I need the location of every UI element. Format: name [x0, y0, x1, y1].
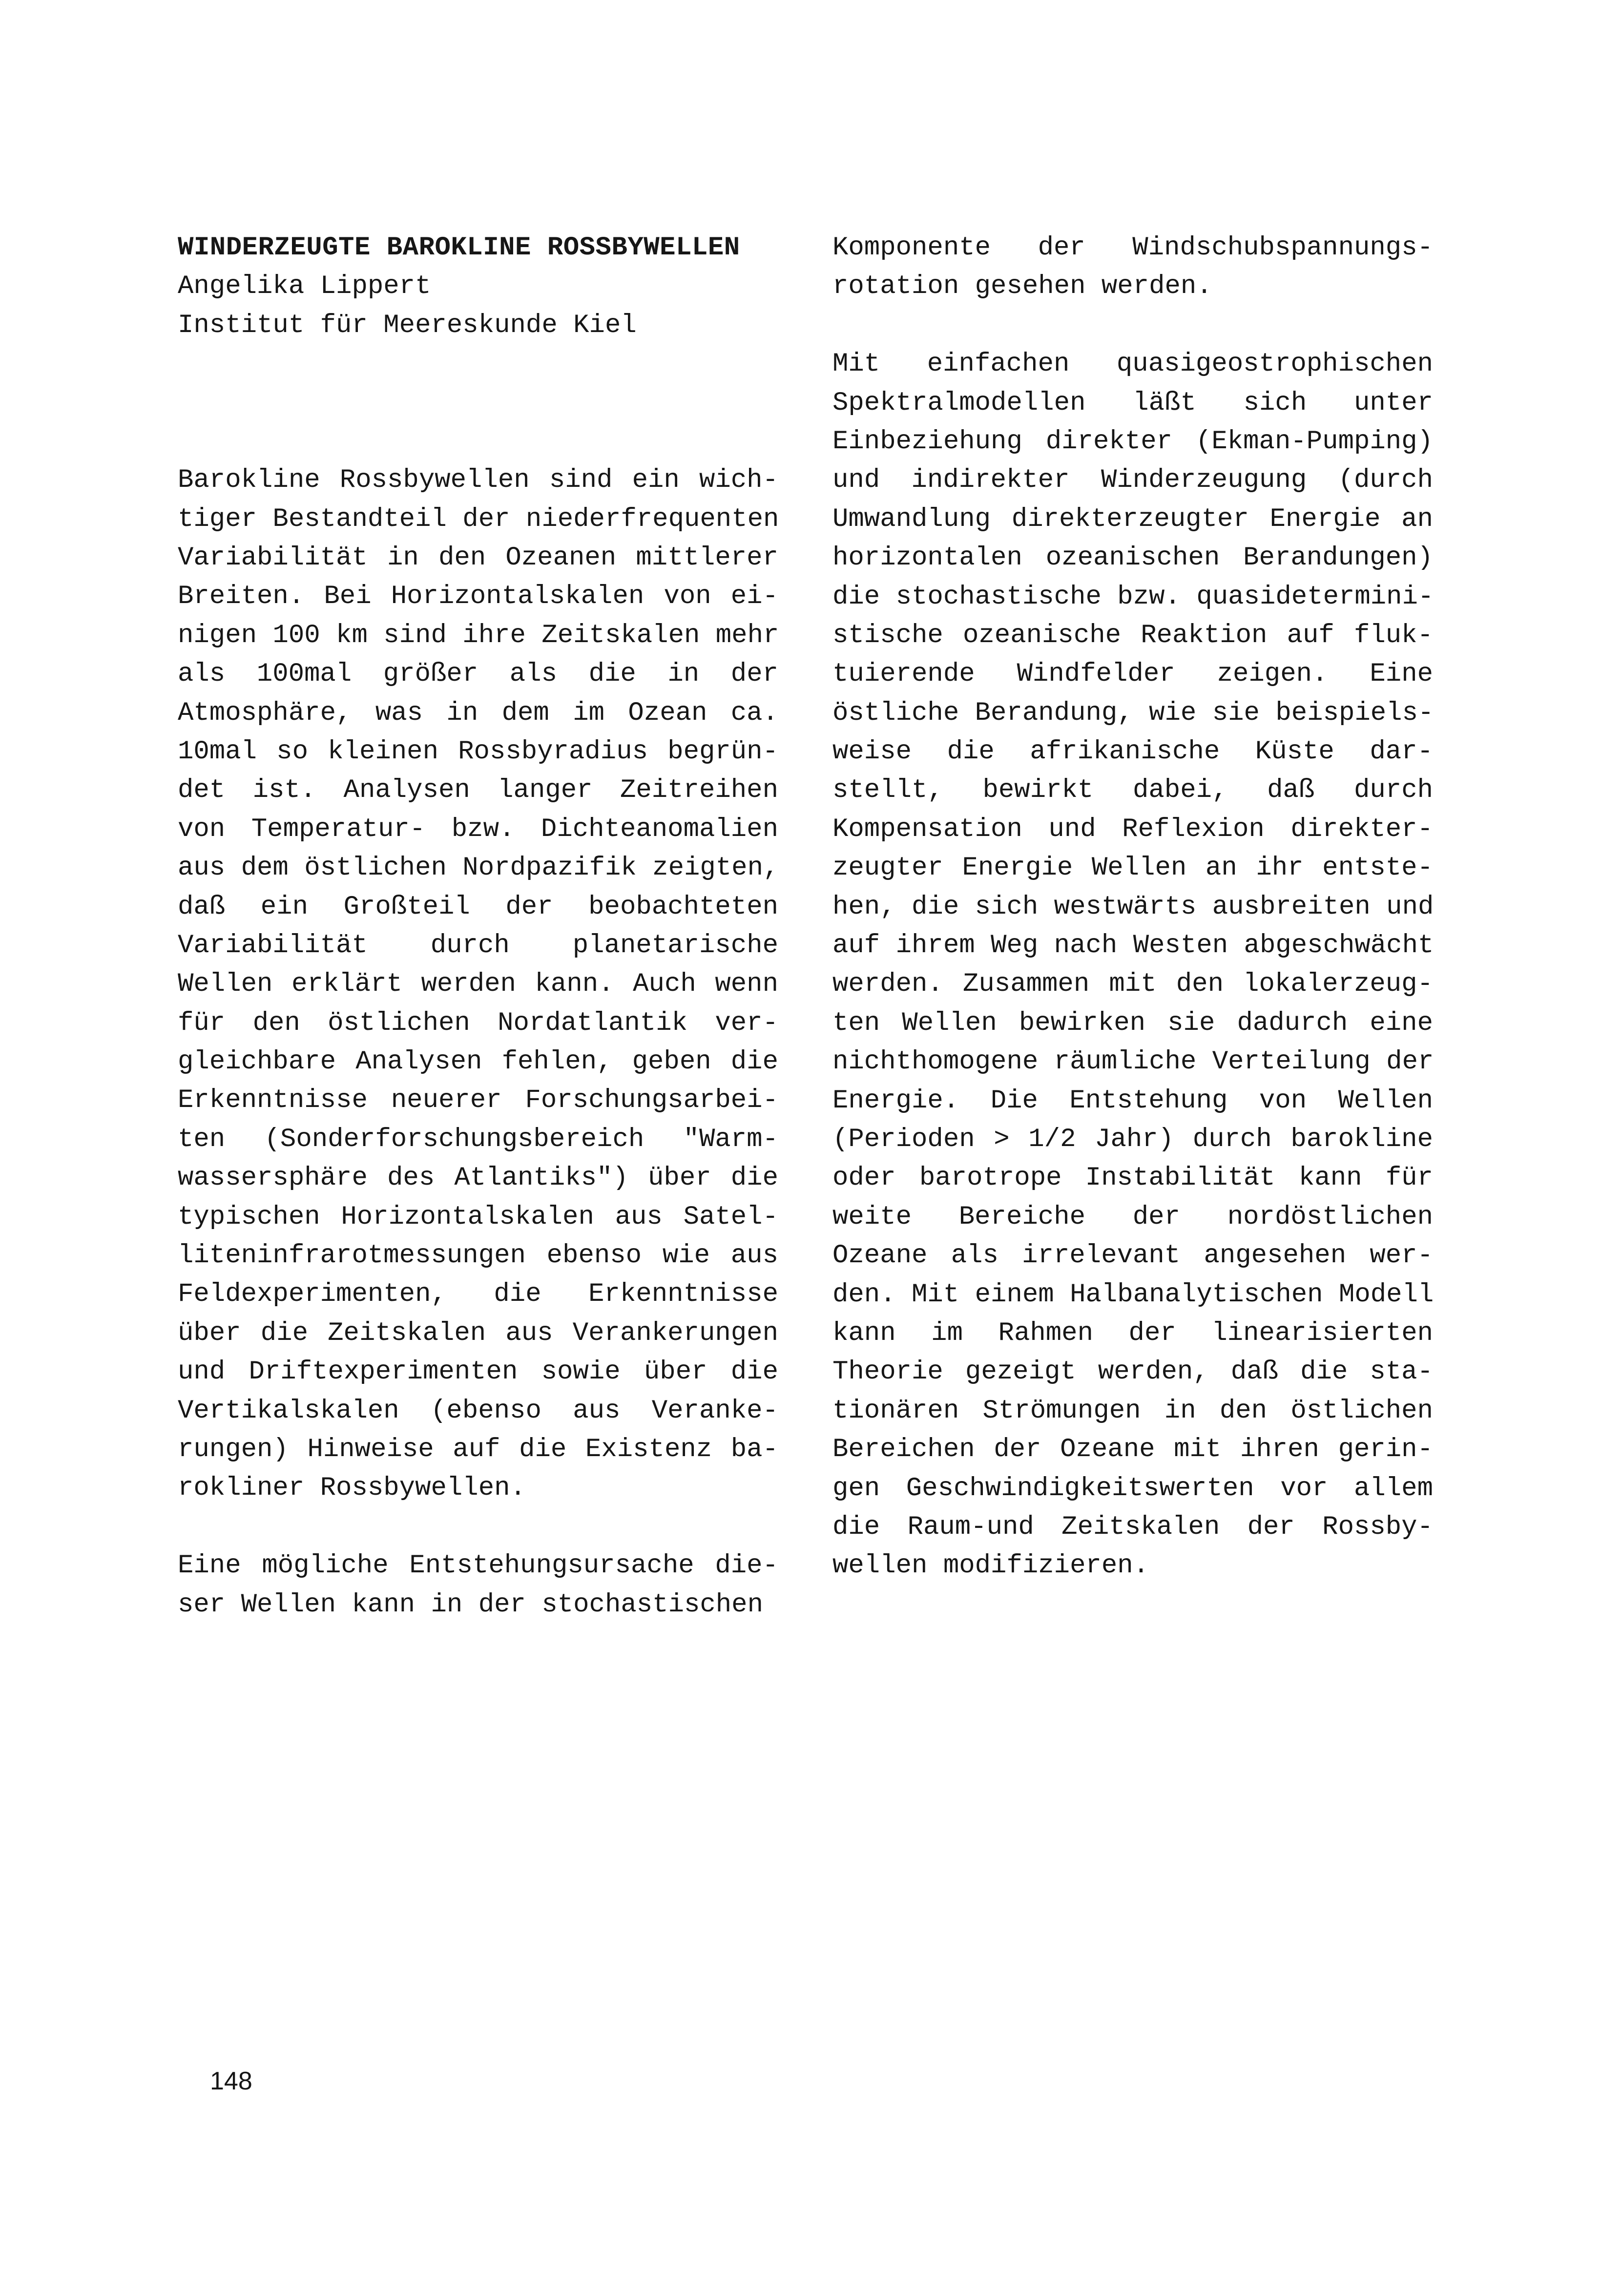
text-line: Komponente der Windschubspannungs-: [832, 233, 1433, 263]
text-line: wellen modifizieren.: [832, 1551, 1149, 1581]
text-line: Variabilität in den Ozeanen mittlerer: [178, 543, 778, 573]
text-line: rungen) Hinweise auf die Existenz ba-: [178, 1434, 778, 1464]
text-line: Kompensation und Reflexion direkter-: [832, 814, 1433, 844]
text-line: Feldexperimenten, die Erkenntnisse: [178, 1279, 778, 1310]
text-line: nigen 100 km sind ihre Zeitskalen mehr: [178, 620, 779, 650]
author-name: Angelika Lippert: [178, 271, 431, 302]
text-line: hen, die sich westwärts ausbreiten und: [832, 892, 1434, 922]
text-line: Theorie gezeigt werden, daß die sta-: [832, 1357, 1433, 1387]
text-line: kann im Rahmen der linearisierten: [832, 1318, 1433, 1348]
text-line: tionären Strömungen in den östlichen: [832, 1396, 1433, 1426]
text-line: von Temperatur- bzw. Dichteanomalien: [178, 814, 778, 844]
text-line: weite Bereiche der nordöstlichen: [832, 1202, 1433, 1232]
text-line: (Perioden > 1/2 Jahr) durch barokline: [832, 1124, 1433, 1154]
text-line: liteninfrarotmessungen ebenso wie aus: [178, 1241, 778, 1271]
text-line: Umwandlung direkterzeugter Energie an: [832, 504, 1433, 534]
text-line: rotation gesehen werden.: [832, 271, 1212, 302]
article-title: WINDERZEUGTE BAROKLINE ROSSBYWELLEN: [178, 233, 740, 263]
text-line: det ist. Analysen langer Zeitreihen: [178, 775, 778, 806]
text-line: Einbeziehung direkter (Ekman-Pumping): [832, 426, 1433, 457]
text-line: Mit einfachen quasigeostrophischen: [832, 349, 1433, 379]
text-line: gleichbare Analysen fehlen, geben die: [178, 1047, 778, 1077]
text-line: wassersphäre des Atlantiks") über die: [178, 1163, 778, 1193]
text-line: auf ihrem Weg nach Westen abgeschwächt: [832, 931, 1434, 961]
text-line: daß ein Großteil der beobachteten: [178, 892, 778, 922]
text-line: ten Wellen bewirken sie dadurch eine: [832, 1008, 1433, 1038]
text-line: nichthomogene räumliche Verteilung der: [832, 1047, 1434, 1077]
right-column: [832, 229, 1433, 1586]
text-line: Eine mögliche Entstehungsursache die-: [178, 1551, 778, 1581]
text-line: Erkenntnisse neuerer Forschungsarbei-: [178, 1085, 778, 1116]
left-column: [178, 229, 778, 1624]
text-line: Vertikalskalen (ebenso aus Veranke-: [178, 1396, 778, 1426]
text-line: Barokline Rossbywellen sind ein wich-: [178, 465, 778, 496]
left-paragraph-1: [178, 461, 778, 1508]
text-line: zeugter Energie Wellen an ihr entste-: [832, 853, 1433, 883]
text-line: Spektralmodellen läßt sich unter: [832, 388, 1433, 418]
text-line: Bereichen der Ozeane mit ihren gerin-: [832, 1435, 1433, 1465]
text-line: Wellen erklärt werden kann. Auch wenn: [178, 969, 778, 1000]
text-line: ten (Sonderforschungsbereich "Warm-: [178, 1124, 778, 1154]
text-line: Breiten. Bei Horizontalskalen von ei-: [178, 582, 778, 612]
text-line: den. Mit einem Halbanalytischen Modell: [832, 1279, 1434, 1310]
left-paragraph-2: [178, 1546, 778, 1624]
text-line: und indirekter Winderzeugung (durch: [832, 465, 1433, 496]
article-header: [178, 229, 778, 345]
text-line: typischen Horizontalskalen aus Satel-: [178, 1202, 778, 1232]
text-line: als 100mal größer als die in der: [178, 659, 778, 689]
text-line: tiger Bestandteil der niederfrequenten: [178, 504, 779, 534]
text-line: Atmosphäre, was in dem im Ozean ca.: [178, 698, 778, 728]
text-line: Ozeane als irrelevant angesehen wer-: [832, 1241, 1433, 1271]
text-line: aus dem östlichen Nordpazifik zeigten,: [178, 853, 779, 883]
text-line: rokliner Rossbywellen.: [178, 1473, 526, 1503]
text-line: tuierende Windfelder zeigen. Eine: [832, 659, 1433, 689]
text-line: ser Wellen kann in der stochastischen: [178, 1589, 763, 1620]
text-line: weise die afrikanische Küste dar-: [832, 737, 1433, 767]
text-line: über die Zeitskalen aus Verankerungen: [178, 1318, 778, 1348]
text-line: stische ozeanische Reaktion auf fluk-: [832, 620, 1433, 650]
page-number: 148: [210, 2067, 252, 2095]
right-paragraph-1: [832, 229, 1433, 306]
text-line: gen Geschwindigkeitswerten vor allem: [832, 1473, 1433, 1503]
text-line: horizontalen ozeanischen Berandungen): [832, 543, 1433, 573]
right-paragraph-2: [832, 345, 1433, 1586]
text-line: Variabilität durch planetarische: [178, 930, 778, 960]
text-line: die stochastische bzw. quasidetermini-: [832, 582, 1434, 612]
text-line: oder barotrope Instabilität kann für: [832, 1163, 1433, 1193]
text-line: die Raum-und Zeitskalen der Rossby-: [832, 1512, 1433, 1542]
text-line: Energie. Die Entstehung von Wellen: [832, 1085, 1433, 1116]
author-institution: Institut für Meereskunde Kiel: [178, 310, 637, 340]
text-line: 10mal so kleinen Rossbyradius begrün-: [178, 736, 778, 767]
text-line: für den östlichen Nordatlantik ver-: [178, 1008, 778, 1038]
text-line: und Driftexperimenten sowie über die: [178, 1357, 778, 1387]
text-line: stellt, bewirkt dabei, daß durch: [832, 775, 1433, 806]
text-line: östliche Berandung, wie sie beispiels-: [832, 698, 1434, 728]
text-line: werden. Zusammen mit den lokalerzeug-: [832, 969, 1433, 1000]
